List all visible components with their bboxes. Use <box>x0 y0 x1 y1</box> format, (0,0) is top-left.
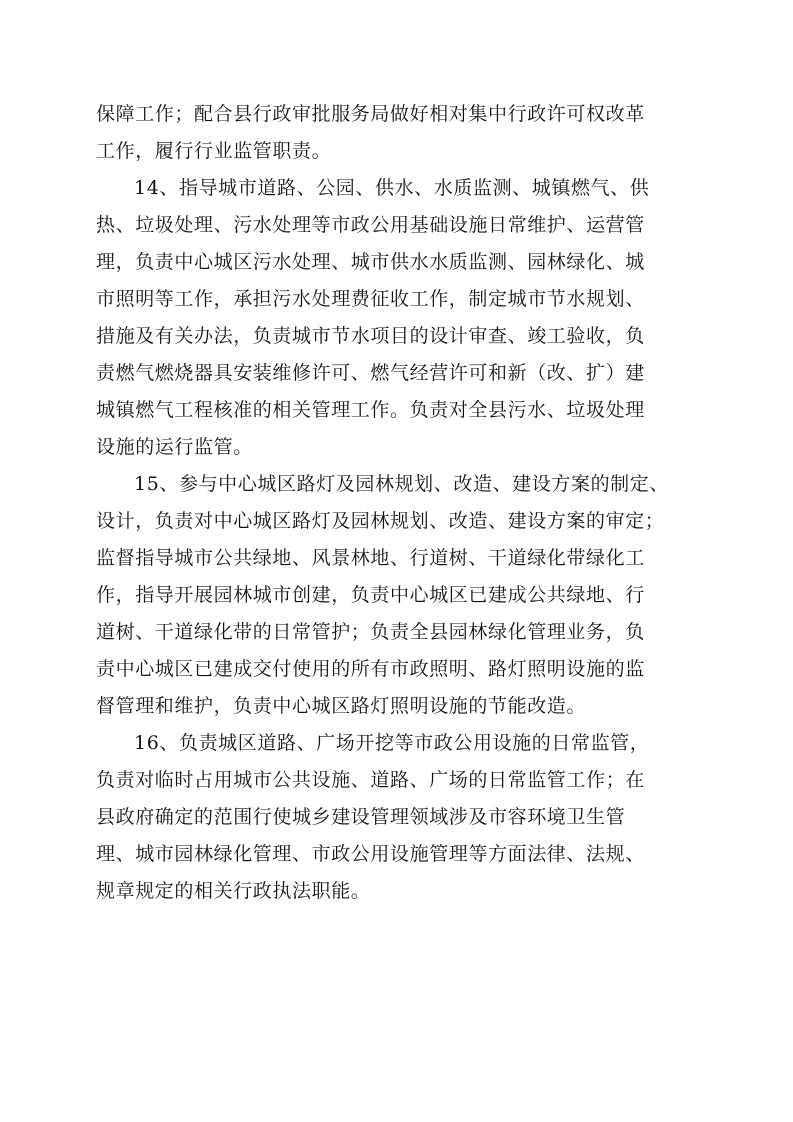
text-line: 理，负责中心城区污水处理、城市供水水质监测、园林绿化、城 <box>96 251 645 273</box>
text-line: 设施的运行监管。 <box>96 436 253 458</box>
text-line: 热、垃圾处理、污水处理等市政公用基础设施日常维护、运营管 <box>96 214 645 236</box>
text-line: 措施及有关办法，负责城市节水项目的设计审查、竣工验收，负 <box>96 325 645 347</box>
text-line: 保障工作；配合县行政审批服务局做好相对集中行政许可权改革 <box>96 103 645 125</box>
paragraph-16-start: 16、负责城区道路、广场开挖等市政公用设施的日常监管， <box>134 732 650 754</box>
text-line: 理、城市园林绿化管理、市政公用设施管理等方面法律、法规、 <box>96 843 645 865</box>
text-line: 道树、干道绿化带的日常管护；负责全县园林绿化管理业务，负 <box>96 621 645 643</box>
text-line: 市照明等工作，承担污水处理费征收工作，制定城市节水规划、 <box>96 288 645 310</box>
text-line: 责中心城区已建成交付使用的所有市政照明、路灯照明设施的监 <box>96 658 645 680</box>
text-line: 责燃气燃烧器具安装维修许可、燃气经营许可和新（改、扩）建 <box>96 362 645 384</box>
document-body <box>96 96 696 910</box>
text-line: 城镇燃气工程核准的相关管理工作。负责对全县污水、垃圾处理 <box>96 399 645 421</box>
text-line: 督管理和维护，负责中心城区路灯照明设施的节能改造。 <box>96 695 587 717</box>
text-line: 设计，负责对中心城区路灯及园林规划、改造、建设方案的审定； <box>96 510 665 532</box>
text-line: 县政府确定的范围行使城乡建设管理领域涉及市容环境卫生管 <box>96 806 626 828</box>
text-line: 规章规定的相关行政执法职能。 <box>96 880 371 902</box>
text-line: 作，指导开展园林城市创建，负责中心城区已建成公共绿地、行 <box>96 584 645 606</box>
text-line: 监督指导城市公共绿地、风景林地、行道树、干道绿化带绿化工 <box>96 547 645 569</box>
paragraph-14-start: 14、指导城市道路、公园、供水、水质监测、城镇燃气、供 <box>134 177 650 199</box>
text-line: 工作，履行行业监管职责。 <box>96 140 332 162</box>
paragraph-15-start: 15、参与中心城区路灯及园林规划、改造、建设方案的制定、 <box>134 473 669 495</box>
text-line: 负责对临时占用城市公共设施、道路、广场的日常监管工作；在 <box>96 769 645 791</box>
